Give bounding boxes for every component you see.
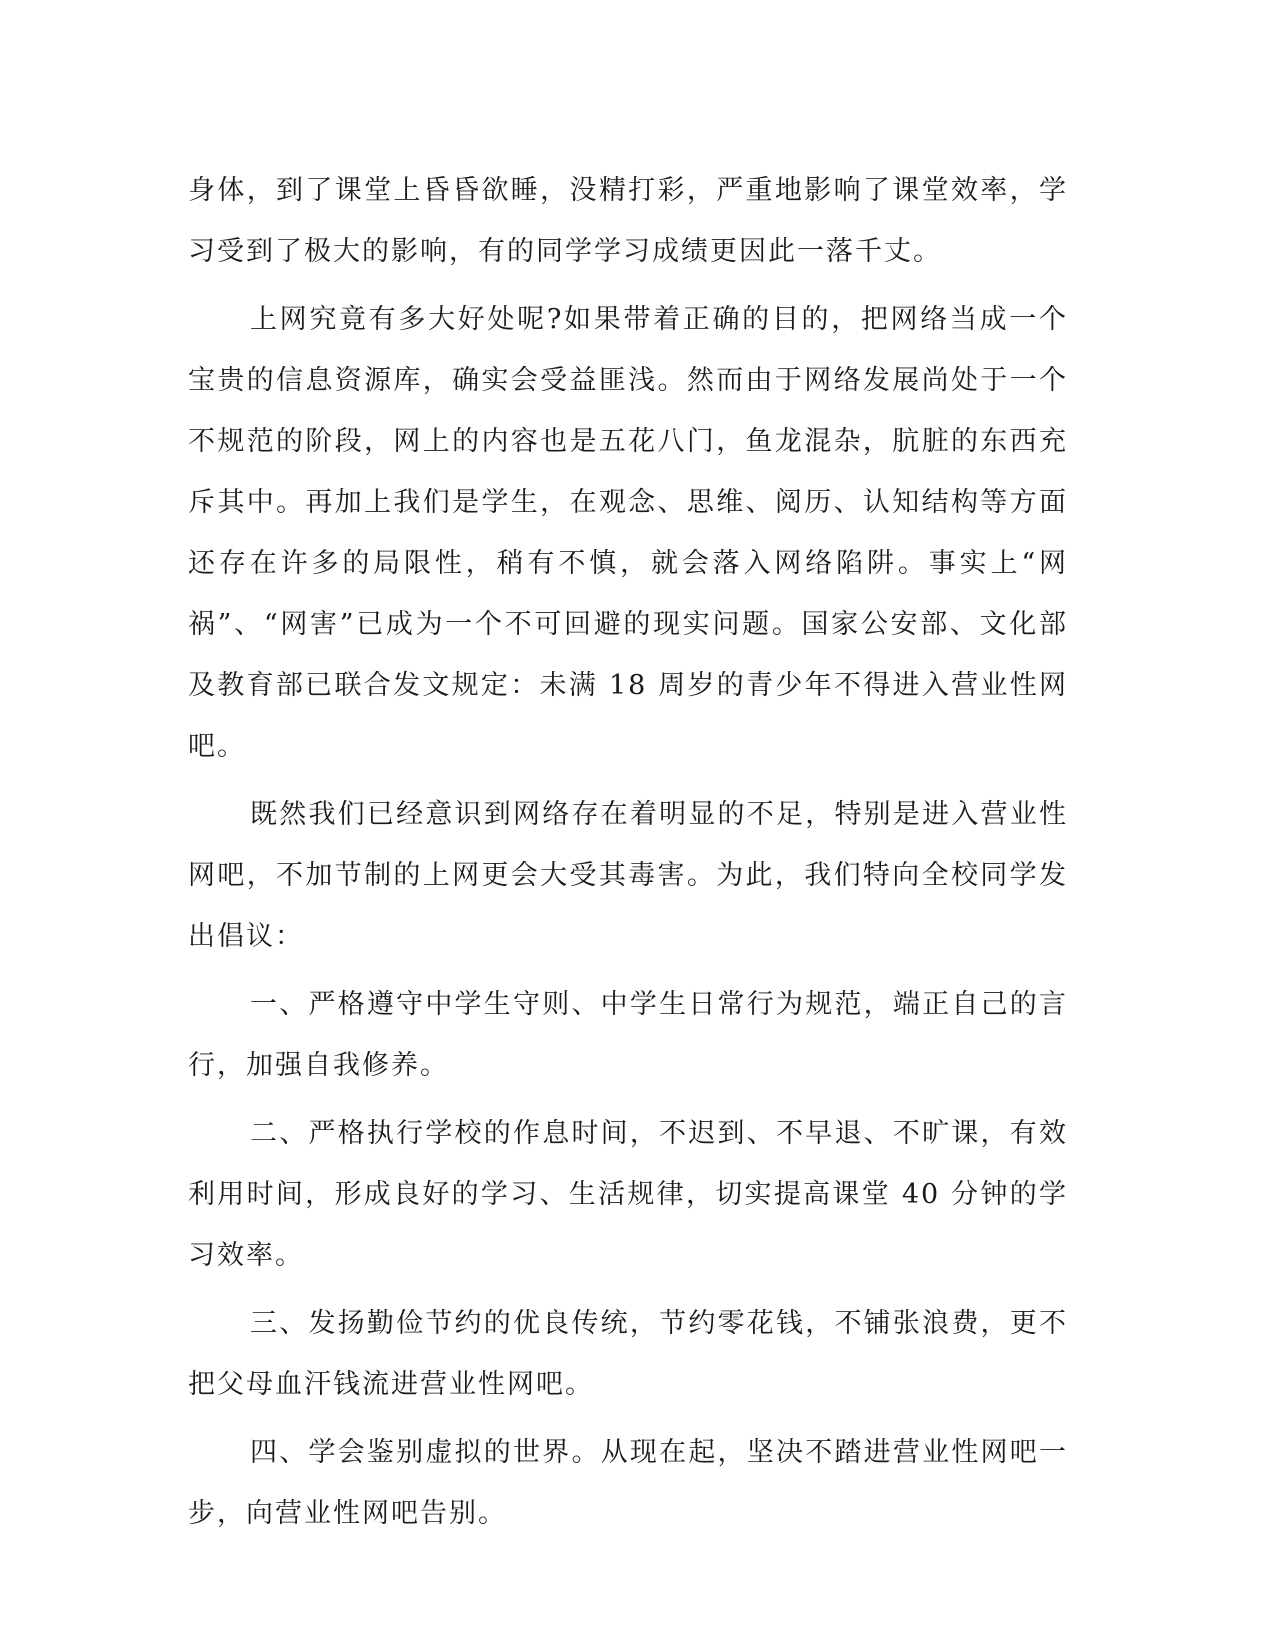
paragraph-2: 上网究竟有多大好处呢?如果带着正确的目的，把网络当成一个宝贵的信息资源库，确实会受益匪浅。然而由于网络发展尚处于一个不规范的阶段，网上的内容也是五花八门，鱼龙混杂，肮脏的东西充斥其中。再加上我们是学生，在观念、思维、阅历、认知结构等方面还存在许多的局限性，稍有不慎，就会落入网络陷阱。事实上“网祸”、“网害”已成为一个不可回避的现实问题。国家公安部、文化部及教育部已联合发文规定：未满 18 周岁的青少年不得进入营业性网吧。: [188, 304, 1068, 762]
document-body: [188, 160, 1068, 1551]
paragraph-5: 二、严格执行学校的作息时间，不迟到、不早退、不旷课，有效利用时间，形成良好的学习、生活规律，切实提高课堂 40 分钟的学习效率。: [188, 1118, 1068, 1271]
paragraph-1: 身体，到了课堂上昏昏欲睡，没精打彩，严重地影响了课堂效率，学习受到了极大的影响，有的同学学习成绩更因此一落千丈。: [188, 175, 1068, 267]
paragraph-3: 既然我们已经意识到网络存在着明显的不足，特别是进入营业性网吧，不加节制的上网更会大受其毒害。为此，我们特向全校同学发出倡议：: [188, 799, 1068, 952]
paragraph-6: 三、发扬勤俭节约的优良传统，节约零花钱，不铺张浪费，更不把父母血汗钱流进营业性网吧。: [188, 1308, 1068, 1400]
paragraph-7: 四、学会鉴别虚拟的世界。从现在起，坚决不踏进营业性网吧一步，向营业性网吧告别。: [188, 1437, 1068, 1529]
paragraph-4: 一、严格遵守中学生守则、中学生日常行为规范，端正自己的言行，加强自我修养。: [188, 989, 1068, 1081]
